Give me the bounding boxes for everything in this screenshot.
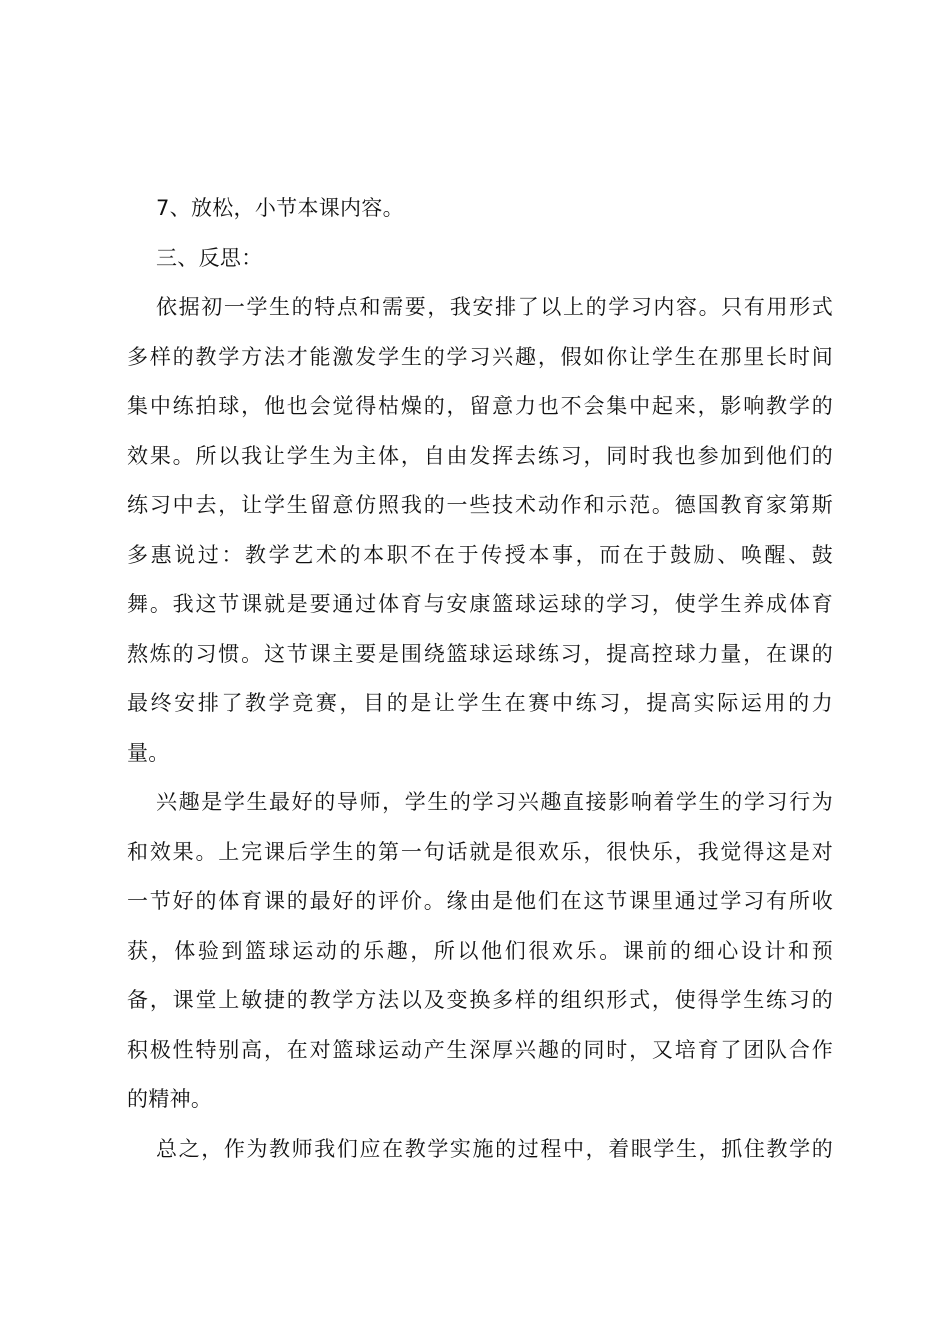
paragraph-1-line-4: 效果。所以我让学生为主体，自由发挥去练习，同时我也参加到他们的: [127, 443, 833, 468]
paragraph-1-line-6: 多惠说过：教学艺术的本职不在于传授本事，而在于鼓励、唤醒、鼓: [127, 542, 833, 567]
paragraph-1-line-9: 最终安排了教学竞赛，目的是让学生在赛中练习，提高实际运用的力: [127, 691, 833, 715]
paragraph-2-line-1: 兴趣是学生最好的导师，学生的学习兴趣直接影响着学生的学习行为: [156, 790, 833, 814]
paragraph-1-line-5: 练习中去，让学生留意仿照我的一些技术动作和示范。德国教育家第斯: [127, 493, 833, 517]
paragraph-1-line-2: 多样的教学方法才能激发学生的学习兴趣，假如你让学生在那里长时间: [127, 344, 833, 369]
section-heading-reflection: 三、反思：: [156, 245, 263, 270]
document-body: [127, 184, 833, 1174]
paragraph-2-line-6: 积极性特别高，在对篮球运动产生深厚兴趣的同时，又培育了团队合作: [127, 1037, 833, 1062]
paragraph-2-line-5: 备，课堂上敏捷的教学方法以及变换多样的组织形式，使得学生练习的: [127, 988, 833, 1012]
paragraph-1-line-3: 集中练拍球，他也会觉得枯燥的，留意力也不会集中起来，影响教学的: [127, 394, 833, 418]
step-7-line: 7、放松，小节本课内容。: [156, 196, 404, 220]
paragraph-2-line-4: 获，体验到篮球运动的乐趣，所以他们很欢乐。课前的细心设计和预: [127, 938, 833, 963]
paragraph-1-line-1: 依据初一学生的特点和需要，我安排了以上的学习内容。只有用形式: [156, 295, 833, 319]
paragraph-1-line-8: 熬炼的习惯。这节课主要是围绕篮球运球练习，提高控球力量，在课的: [127, 641, 833, 666]
paragraph-2-line-2: 和效果。上完课后学生的第一句话就是很欢乐，很快乐，我觉得这是对: [127, 839, 833, 864]
paragraph-3-line-1: 总之，作为教师我们应在教学实施的过程中，着眼学生，抓住教学的: [156, 1136, 833, 1161]
paragraph-2-line-3: 一节好的体育课的最好的评价。缘由是他们在这节课里通过学习有所收: [127, 889, 833, 913]
paragraph-1-line-7: 舞。我这节课就是要通过体育与安康篮球运球的学习，使学生养成体育: [127, 592, 833, 616]
paragraph-1-line-10: 量。: [127, 740, 170, 765]
paragraph-2-line-7: 的精神。: [127, 1087, 213, 1111]
